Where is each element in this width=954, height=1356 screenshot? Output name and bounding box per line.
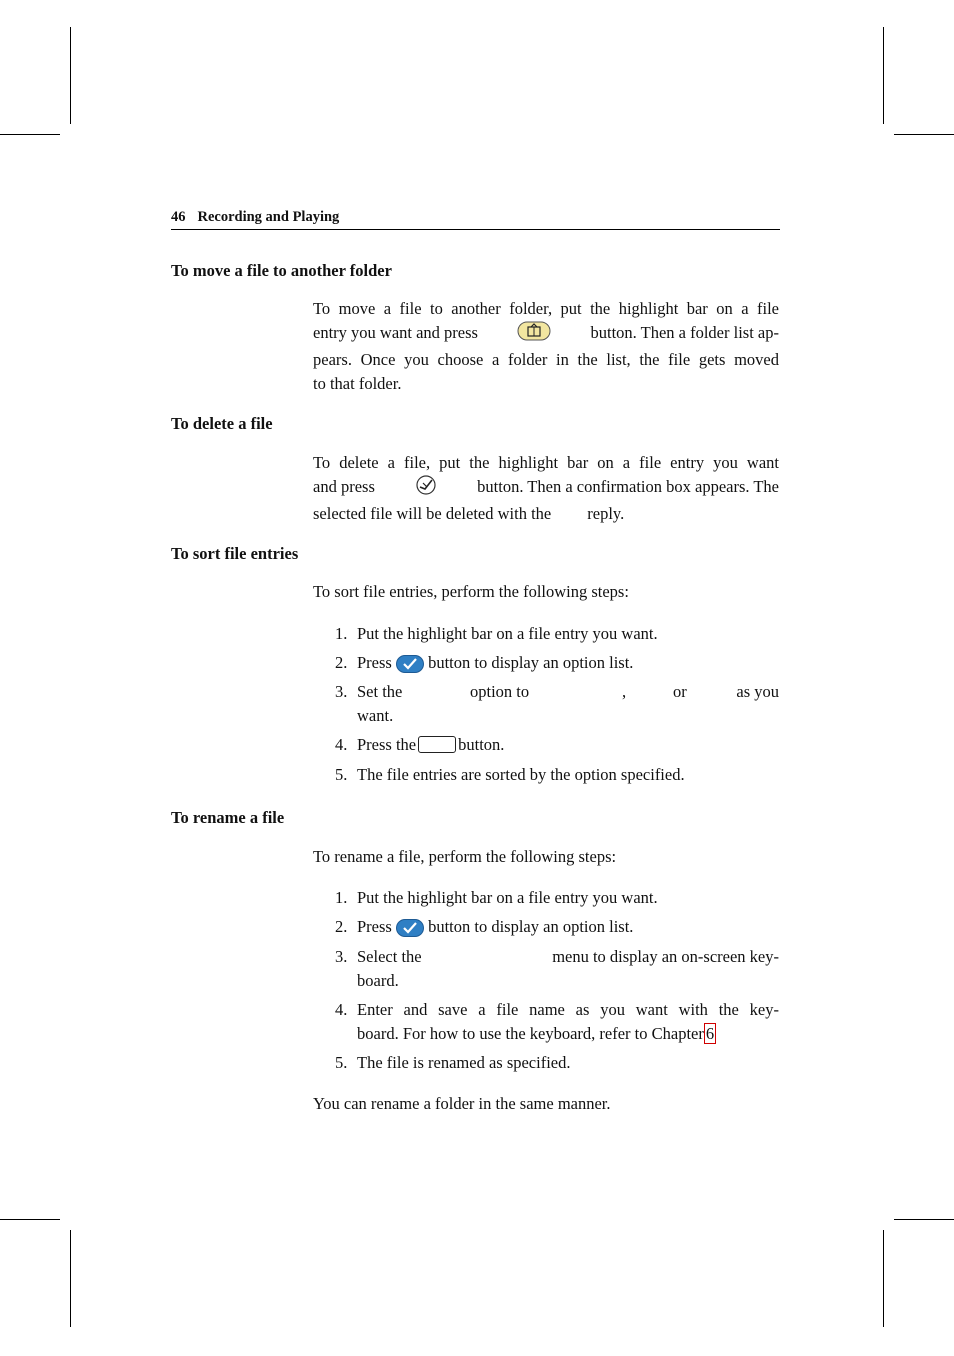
crop-mark bbox=[0, 134, 60, 135]
move-line-4: to that folder. bbox=[313, 374, 402, 393]
step-number: 5. bbox=[335, 1053, 348, 1072]
step-number: 2. bbox=[335, 917, 348, 936]
move-line-2-before: entry you want and press bbox=[313, 323, 478, 342]
delete-line-2-after: button. Then a confirmation box appears. The bbox=[477, 477, 779, 496]
delete-line-2-before: and press bbox=[313, 477, 375, 496]
crop-mark bbox=[883, 1230, 884, 1327]
page-number: 46 bbox=[171, 209, 186, 225]
move-line-1: To move a file to another folder, put the highlight bar on a file bbox=[313, 299, 779, 318]
sort-step-5 bbox=[335, 763, 779, 787]
step-text bbox=[357, 915, 779, 944]
sort-step-1 bbox=[335, 622, 779, 646]
rename-closing: You can rename a folder in the same manner. bbox=[313, 1094, 611, 1113]
crop-mark bbox=[894, 1219, 954, 1220]
section-heading-rename: To rename a file bbox=[171, 808, 285, 827]
step-number: 3. bbox=[335, 682, 348, 701]
rename-step-5 bbox=[335, 1051, 779, 1075]
rename-step-1 bbox=[335, 886, 779, 910]
delete-line-3-after: reply. bbox=[587, 504, 625, 523]
step-word: menu to display an on-screen key- bbox=[552, 947, 779, 966]
section-heading-delete: To delete a file bbox=[171, 414, 273, 433]
chapter-link[interactable]: 6 bbox=[705, 1023, 715, 1043]
step-word: option to bbox=[470, 682, 530, 701]
move-line-2-after: button. Then a folder list ap- bbox=[590, 323, 779, 342]
chapter-title: Recording and Playing bbox=[197, 209, 340, 225]
step-text bbox=[357, 998, 779, 1045]
section-heading-sort: To sort file entries bbox=[171, 544, 299, 563]
blank-key-icon bbox=[418, 736, 456, 753]
rename-step-3 bbox=[335, 945, 779, 993]
check-icon bbox=[396, 919, 424, 944]
step-text: Put the highlight bar on a file entry you want. bbox=[357, 624, 658, 643]
step-word: , bbox=[622, 682, 627, 701]
move-paragraph bbox=[313, 297, 779, 396]
sort-intro: To sort file entries, perform the following steps: bbox=[313, 582, 629, 601]
move-line-2 bbox=[313, 321, 779, 348]
delete-line-2 bbox=[313, 475, 779, 502]
step-word: or bbox=[673, 682, 687, 701]
step-text-after: button to display an option list. bbox=[428, 917, 634, 936]
step-line-2: board. bbox=[357, 971, 399, 990]
step-text-after: button. bbox=[458, 735, 505, 754]
step-number: 3. bbox=[335, 947, 348, 966]
delete-line-3-before: selected file will be deleted with the bbox=[313, 504, 552, 523]
rename-intro: To rename a file, perform the following steps: bbox=[313, 847, 617, 866]
sort-step-3 bbox=[335, 680, 779, 728]
step-number: 4. bbox=[335, 1000, 348, 1019]
delete-line-3 bbox=[313, 502, 779, 526]
rename-step-2 bbox=[335, 915, 779, 939]
sort-step-2 bbox=[335, 651, 779, 675]
crop-mark bbox=[894, 134, 954, 135]
step-text: The file entries are sorted by the option specified. bbox=[357, 765, 685, 784]
step-text bbox=[357, 733, 779, 757]
step-number: 2. bbox=[335, 653, 348, 672]
delete-icon bbox=[415, 475, 437, 502]
step-word: Set the bbox=[357, 682, 403, 701]
rename-step-4 bbox=[335, 998, 779, 1046]
section-heading-move: To move a file to another folder bbox=[171, 261, 392, 280]
crop-mark bbox=[70, 1230, 71, 1327]
step-word: Select the bbox=[357, 947, 422, 966]
step-number: 1. bbox=[335, 624, 348, 643]
check-icon bbox=[396, 655, 424, 680]
step-word: as you bbox=[736, 682, 779, 701]
crop-mark bbox=[883, 27, 884, 124]
step-text-after: button to display an option list. bbox=[428, 653, 634, 672]
step-text-before: Press bbox=[357, 917, 392, 936]
crop-mark bbox=[70, 27, 71, 124]
sort-step-4 bbox=[335, 733, 779, 757]
step-number: 5. bbox=[335, 765, 348, 784]
running-header bbox=[171, 209, 780, 230]
move-folder-icon bbox=[517, 321, 551, 348]
step-text-before: Press the bbox=[357, 735, 417, 754]
step-number: 1. bbox=[335, 888, 348, 907]
step-line-2: want. bbox=[357, 706, 394, 725]
step-line-2: board. For how to use the keyboard, refer to Chapter bbox=[357, 1023, 704, 1043]
step-line-1: Enter and save a file name as you want with the key- bbox=[357, 1000, 779, 1019]
delete-paragraph bbox=[313, 451, 779, 526]
delete-line-1: To delete a file, put the highlight bar on a file entry you want bbox=[313, 453, 779, 472]
step-text: The file is renamed as specified. bbox=[357, 1053, 571, 1072]
step-text: Put the highlight bar on a file entry you want. bbox=[357, 888, 658, 907]
crop-mark bbox=[0, 1219, 60, 1220]
step-text-before: Press bbox=[357, 653, 392, 672]
step-text bbox=[357, 651, 779, 680]
move-line-3: pears. Once you choose a folder in the list, the file gets moved bbox=[313, 350, 779, 369]
step-number: 4. bbox=[335, 735, 348, 754]
